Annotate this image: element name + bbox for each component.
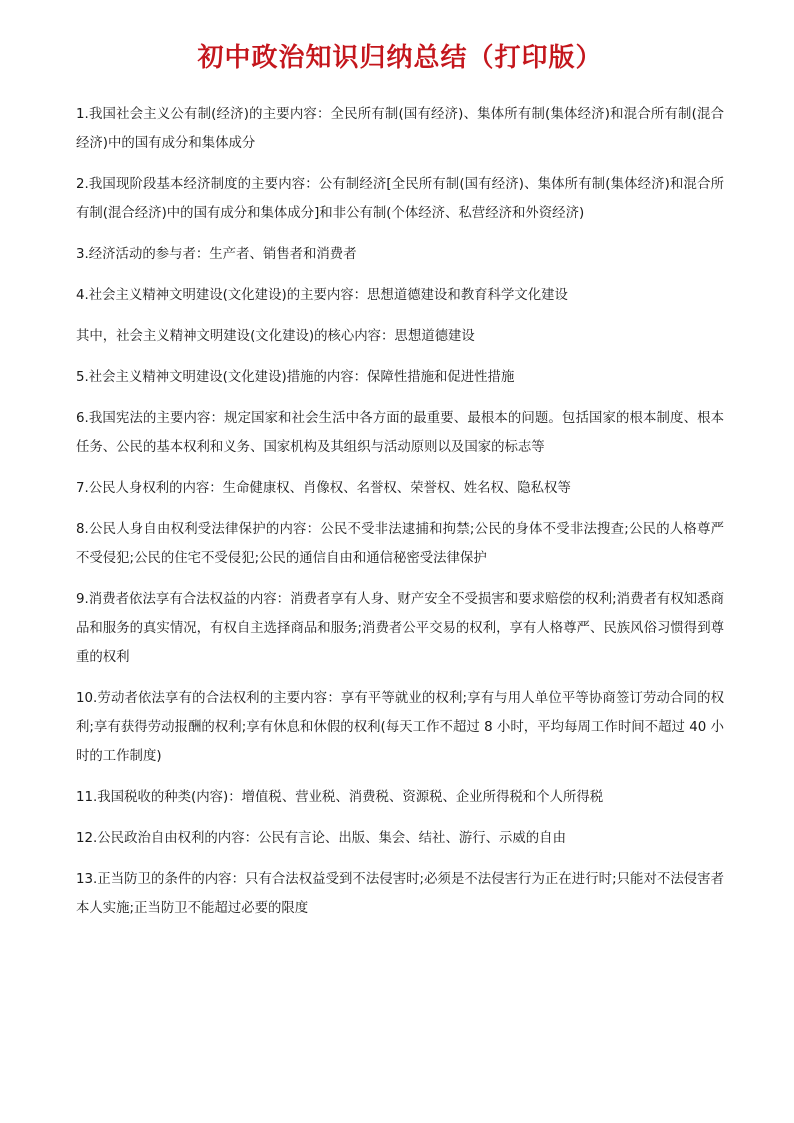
paragraph-13: 13.正当防卫的条件的内容：只有合法权益受到不法侵害时;必须是不法侵害行为正在进行时;只能对不法侵害者本人实施;正当防卫不能超过必要的限度 <box>76 872 724 916</box>
document-title: 初中政治知识归纳总结（打印版） <box>197 43 603 73</box>
paragraph-7: 7.公民人身权利的内容：生命健康权、肖像权、名誉权、荣誉权、姓名权、隐私权等 <box>76 481 571 496</box>
paragraph-5: 5.社会主义精神文明建设(文化建设)措施的内容：保障性措施和促进性措施 <box>76 370 515 385</box>
paragraph-11: 11.我国税收的种类(内容)：增值税、营业税、消费税、资源税、企业所得税和个人所得税 <box>76 790 604 805</box>
paragraph-4: 4.社会主义精神文明建设(文化建设)的主要内容：思想道德建设和教育科学文化建设 <box>76 288 568 303</box>
paragraph-6: 6.我国宪法的主要内容：规定国家和社会生活中各方面的最重要、最根本的问题。包括国家的根本制度、根本任务、公民的基本权利和义务、国家机构及其组织与活动原则以及国家的标志等 <box>76 411 724 455</box>
paragraph-10: 10.劳动者依法享有的合法权利的主要内容：享有平等就业的权利;享有与用人单位平等协商签订劳动合同的权利;享有获得劳动报酬的权利;享有休息和休假的权利(每天工作不超过 8 小时，平均每周工作时间不超过 40 小时的工作制度) <box>76 691 724 764</box>
paragraph-1: 1.我国社会主义公有制(经济)的主要内容：全民所有制(国有经济)、集体所有制(集体经济)和混合所有制(混合经济)中的国有成分和集体成分 <box>76 107 724 151</box>
paragraph-8: 8.公民人身自由权利受法律保护的内容：公民不受非法逮捕和拘禁;公民的身体不受非法搜查;公民的人格尊严不受侵犯;公民的住宅不受侵犯;公民的通信自由和通信秘密受法律保护 <box>76 522 724 566</box>
paragraph-4-note: 其中，社会主义精神文明建设(文化建设)的核心内容：思想道德建设 <box>76 329 475 344</box>
paragraph-9: 9.消费者依法享有合法权益的内容：消费者享有人身、财产安全不受损害和要求赔偿的权利;消费者有权知悉商品和服务的真实情况，有权自主选择商品和服务;消费者公平交易的权利，享有人格尊严、民族风俗习惯得到尊重的权利 <box>76 592 724 665</box>
paragraph-12: 12.公民政治自由权利的内容：公民有言论、出版、集会、结社、游行、示威的自由 <box>76 831 566 846</box>
paragraph-3: 3.经济活动的参与者：生产者、销售者和消费者 <box>76 247 357 262</box>
paragraph-2: 2.我国现阶段基本经济制度的主要内容：公有制经济[全民所有制(国有经济)、集体所有制(集体经济)和混合所有制(混合经济)中的国有成分和集体成分]和非公有制(个体经济、私营经济和外资经济) <box>76 177 724 221</box>
